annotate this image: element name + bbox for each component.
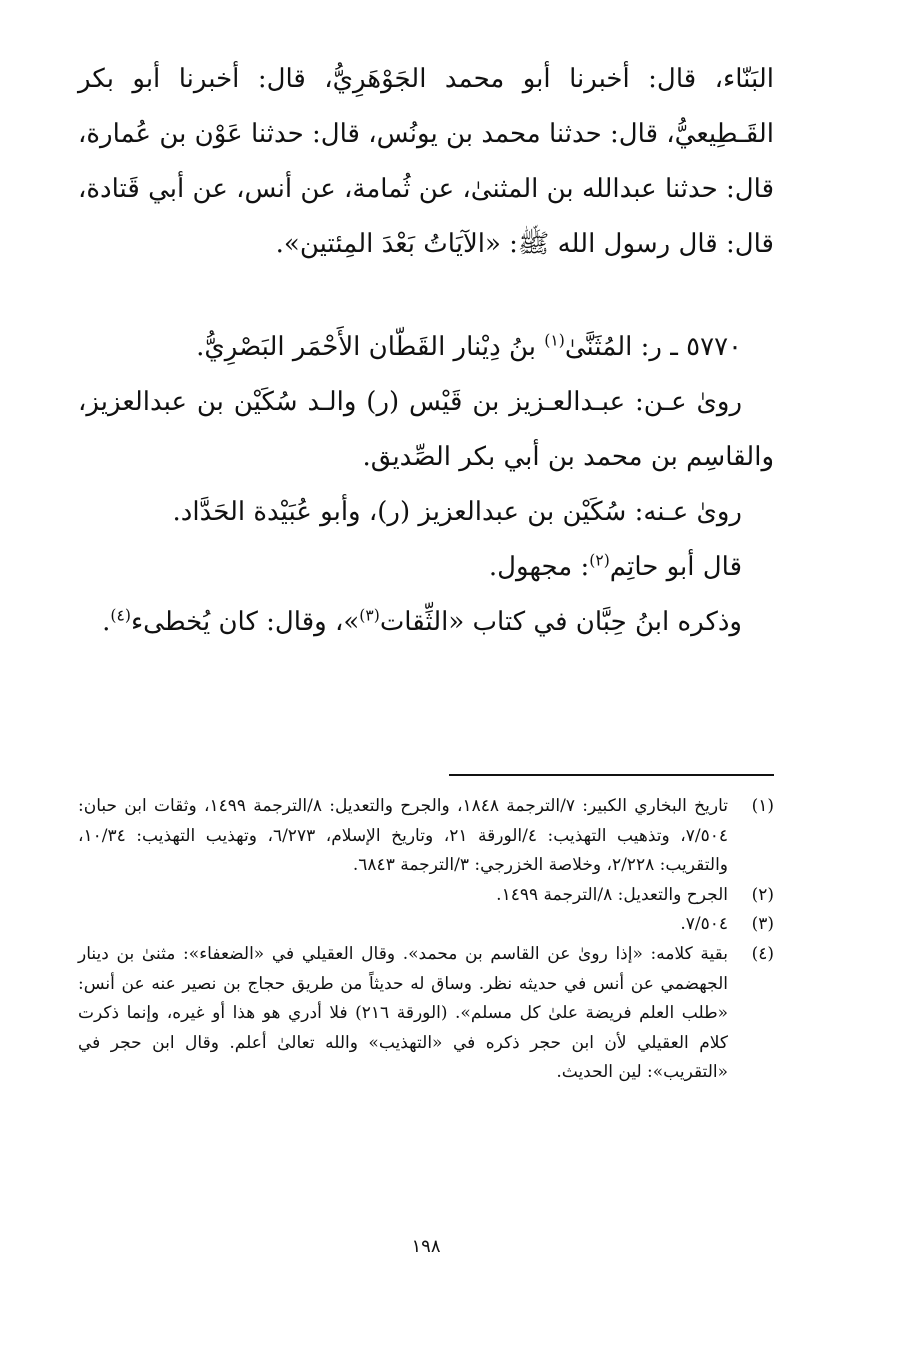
main-text [78,52,774,650]
footnote-text: بقية كلامه: «إذا روىٰ عن القاسم بن محمد». وقال العقيلي في «الضعفاء»: مثنىٰ بن دينار الجهضمي عن أنس في حديثه نظر. وساق له حديثاً من طريق حجاج بن نصير عنه عن أنس: «طلب العلم فريضة علىٰ كل مسلم». (الورقة ٢١٦) فلا أدري هو هذا أو غيره، وإنما ذكرت كلام العقيلي لأن ابن حجر ذكره في «التهذيب» والله تعالىٰ أعلم. وقال ابن حجر في «التقريب»: لين الحديث. [78,943,728,1083]
footnote-number: (٣) [751,914,774,935]
footnote-number: (٤) [751,943,774,964]
ibn-hibban-statement [78,595,774,650]
entry-heading: ٥٧٧٠ ـ ر: المُثَنَّىٰ$^{(١)}$ بنُ دِيْنار القَطّان الأَحْمَر البَصْرِيُّ. [196,331,742,362]
document-page [78,0,774,1346]
abu-hatim-statement [78,540,774,595]
entry-name: المُثَنَّىٰ [564,332,633,362]
footnote-number: (٢) [751,884,774,905]
footnote [78,792,774,881]
ibn-hibban-end: . [102,607,111,637]
narrated-from: روىٰ عـن: عبـدالعـزيز بن قَيْس (ر) والـد سُكَيْن بن عبدالعزيز، والقاسِم بن محمد بن أبي بكر الصِّديق. [78,387,774,472]
footnote [78,940,774,1088]
continuation-paragraph: البَنّاء، قال: أخبرنا أبو محمد الجَوْهَرِيُّ، قال: أخبرنا أبو بكر القَـطِيعيُّ، قال: حدثنا محمد بن يونُس، قال: حدثنا عَوْن بن عُمارة، قال: حدثنا عبدالله بن المثنىٰ، عن ثُمامة، عن أنس، عن أبي قَتادة، قال: قال رسول الله ﷺ: «الآيَاتُ بَعْدَ المِئتين». [78,64,774,259]
entry-number: ٥٧٧٠ [686,332,742,362]
footnote-text: تاريخ البخاري الكبير: ٧/الترجمة ١٨٤٨، والجرح والتعديل: ٨/الترجمة ١٤٩٩، وثقات ابن حبان: ٧/٥٠٤، وتذهيب التهذيب: ٤/الورقة ٢١، وتاريخ الإسلام، ٦/٢٧٣، وتهذيب التهذيب: ١٠/٣٤، والتقريب: ٢/٢٢٨، وخلاصة الخزرجي: ٣/الترجمة ٦٨٤٣. [78,796,729,876]
footnote-separator [449,774,774,776]
footnote-ref: (١) [544,331,565,350]
footnote-ref: (٤) [110,606,131,625]
footnote-text: الجرح والتعديل: ٨/الترجمة ١٤٩٩. [496,884,728,905]
page-number: ١٩٨ [411,1236,441,1257]
narrated-by: روىٰ عـنه: سُكَيْن بن عبدالعزيز (ر)، وأبو عُبَيْدة الحَدَّاد. [172,497,742,527]
entry-name-rest: بنُ دِيْنار القَطّان الأَحْمَر البَصْرِيُّ. [196,332,536,362]
entry-symbol: ر [649,332,662,362]
footnote [78,881,774,911]
ibn-hibban-text: وذكره ابنُ حِبَّان في كتاب «الثِّقات [379,607,742,637]
abu-hatim-text: قال أبو حاتِم [609,552,742,582]
abu-hatim-verdict: : مجهول. [488,552,590,582]
footnote-text: ٧/٥٠٤. [680,914,728,935]
footnote-ref: (٢) [589,551,610,570]
footnote-number: (١) [751,796,774,816]
ibn-hibban-text-2: »، وقال: كان يُخطىء [130,607,360,637]
footnotes [78,792,774,1088]
footnote [78,910,774,940]
footnote-ref: (٣) [359,606,380,625]
